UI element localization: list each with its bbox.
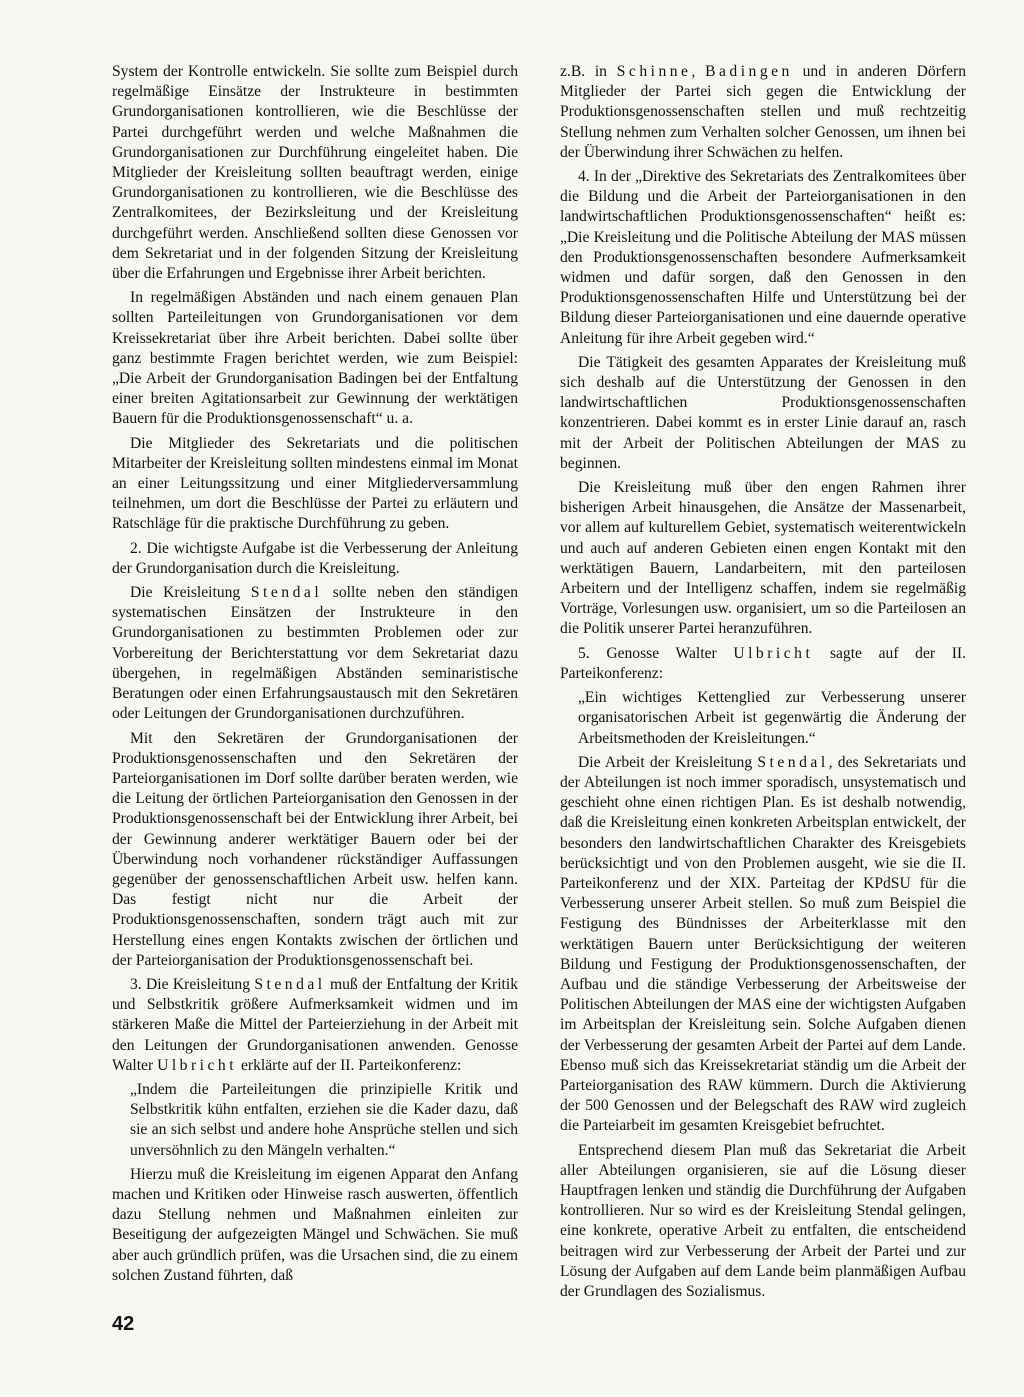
paragraph: Die Kreisleitung muß über den engen Rahmen ihrer bisherigen Arbeit hinausgehen, die Ansätze der Massenarbeit, vor allem auf kulturellem Gebiet, systematisch weiterentwickeln und auch auf anderen Gebieten einen engen Kontakt mit den werktätigen Bauern, Landarbeitern, mit den parteilosen Arbeitern und der Intelligenz schaffen, indem sie regelmäßig Vorträge, Vorlesungen usw. organisiert, um so die Parteilosen an die Politik unserer Partei heranzuführen. bbox=[560, 479, 966, 638]
text-run: , des Sekretariats und der Abteilungen ist noch immer sporadisch, unsystematisch und geschieht ohne einen richtigen Plan. Es ist deshalb notwendig, daß die Kreisleitung einen konkreten Arbeitsplan entwickelt, der besonders den landwirtschaftlichen Charakter des Kreisgebiets berücksichtigt und von den Problemen ausgeht, wie sie die II. Parteikonferenz und der XIX. Parteitag der KPdSU für die Verbesserung unserer Arbeit stellen. So muß zum Beispiel die Festigung des Bündnisses der Arbeiterklasse mit den werktätigen Bauern unter Berücksichtigung der weiteren Bildung und Festigung der Produktionsgenossenschaften, der Aufbau und die ständige Verbesserung der Arbeitsweise der Politischen Abteilungen der MAS eine der wichtigsten Aufgaben im Arbeitsplan der Kreisleitung sein. Solche Aufgaben dienen der Verbesserung der gesamten Arbeit der Partei auf dem Lande. Ebenso muß sich das Kreissekretariat ständig um die Arbeit der Parteiorganisation des RAW kümmern. Durch die Aktivierung der 500 Genossen und der Belegschaft des RAW wird zugleich die Parteiarbeit im gesamten Kreisgebiet befruchtet. bbox=[560, 753, 966, 1135]
page-number: 42 bbox=[112, 1313, 135, 1335]
paragraph bbox=[560, 644, 966, 684]
paragraph: z.B. in Schinne, Badingen und in anderen Dörfern Mitglieder der Partei sich gegen die Entwicklung der Produktionsgenossenschaften stellen und muß rechtzeitig Stellung nehmen zum Verhalten solcher Genossen, um ihnen bei der Überwindung ihrer Schwächen zu helfen. bbox=[560, 63, 966, 161]
text-run: 5. Genosse Walter bbox=[578, 644, 717, 662]
left-text-column bbox=[112, 62, 518, 1290]
paragraph: 4. In der „Direktive des Sekretariats des Zentralkomitees über die Bildung und die Arbeit der Parteiorganisationen in den landwirtschaftlichen Produktionsgenossenschaften“ heißt es: „Die Kreisleitung und die Politische Abteilung der MAS müssen den Produktionsgenossenschaften besondere Aufmerksamkeit widmen und dafür sorgen, daß den Genossen in den Produktionsgenossenschaften Hilfe und Unterstützung bei der Bildung dieser Parteiorganisationen und eine dauernde operative Anleitung für ihre Arbeit gegeben wird.“ bbox=[560, 168, 966, 347]
spaced-name: Ulbricht bbox=[733, 644, 814, 662]
paragraph: Die Tätigkeit des gesamten Apparates der Kreisleitung muß sich deshalb auf die Unterstützung der Genossen in den landwirtschaftlichen Produktionsgenossenschaften konzentrieren. Dabei kommt es in erster Linie darauf an, rasch mit der Arbeit der Politischen Abteilungen der MAS zu beginnen. bbox=[560, 353, 966, 472]
paragraph: Hierzu muß die Kreisleitung im eigenen Apparat den Anfang machen und Kritiken oder Hinweise rasch auswerten, öffentlich dazu Stellung nehmen und Maßnahmen einleiten zur Beseitigung der aufgezeigten Mängel und Schwächen. Sie muß aber auch gründlich prüfen, was die Ursachen sind, die zu einem solchen Zustand führten, daß bbox=[112, 1165, 518, 1284]
paragraph bbox=[112, 583, 518, 724]
spaced-name: Stendal bbox=[757, 753, 829, 771]
paragraph: In regelmäßigen Abständen und nach einem genauen Plan sollten Parteileitungen von Grundorganisationen vor dem Kreissekretariat über ihre Arbeit berichten. Dabei sollte über ganz bestimmte Fragen berichtet werden, wie zum Beispiel: „Die Arbeit der Grundorganisation Badingen bei der Entfaltung einer breiten Agitationsarbeit zur Gewinnung der werktätigen Bauern für die Produktionsgenossenschaft“ u. a. bbox=[112, 289, 518, 428]
paragraph: Die Mitglieder des Sekretariats und die politischen Mitarbeiter der Kreisleitung sollten mindestens einmal im Monat an einer Leitungssitzung und einer Mitgliederversammlung teilnehmen, um dort die Beschlüsse der Partei zu erläutern und Ratschläge für die praktische Durchführung zu geben. bbox=[112, 434, 518, 533]
spaced-name: Schinne bbox=[616, 63, 692, 80]
text-run: und in anderen Dörfern Mitglieder der Partei sich gegen die Entwicklung der Produktionsgenossenschaften stellen und muß rechtzeitig Stellung nehmen zum Verhalten solcher Genossen, um ihnen bei der Überwindung ihrer Schwächen zu helfen. bbox=[560, 63, 966, 161]
spaced-name: Stendal bbox=[254, 975, 326, 993]
text-run: muß der Entfaltung der Kritik und Selbstkritik größere Aufmerksamkeit widmen und im stärkeren Maße die Mittel der Parteierziehung in der Arbeit mit den Leitungen der Grundorganisationen anwenden. Genosse Walter bbox=[112, 975, 519, 1074]
paragraph: Mit den Sekretären der Grundorganisationen der Produktionsgenossenschaften und den Sekretären der Parteiorganisationen im Dorf sollte darüber beraten werden, wie die Leitung der örtlichen Parteiorganisation den Genossen in der Produktionsgenossenschaft bei der Entwicklung ihrer Arbeit, bei der Gewinnung anderer werktätiger Bauern oder bei der Überwindung noch vorhandener rückständiger Auffassungen gegenüber der genossenschaftlichen Arbeit usw. helfen kann. Das festigt nicht nur die Arbeit der Produktionsgenossenschaften, sondern trägt auch mit zur Herstellung eines engen Kontakts zwischen der örtlichen und der Parteiorganisation der Produktionsgenossenschaft bei. bbox=[112, 729, 518, 969]
paragraph: System der Kontrolle entwickeln. Sie sollte zum Beispiel durch regelmäßige Einsätze der Instrukteure in bestimmten Grundorganisationen kontrollieren, wie die Beschlüsse der Partei durchgeführt werden und welche Maßnahmen die Grundorganisationen zur Durchführung eingeleitet haben. Die Mitglieder der Kreisleitung sollten beauftragt werden, einige Grundorganisationen zu kontrollieren, wie die Beschlüsse des Zentralkomitees, der Bezirksleitung und der Kreisleitung durchgeführt werden. Anschließend sollten diese Genossen vor dem Sekretariat und in der folgenden Sitzung der Kreisleitung über die Erfahrungen und Ergebnisse ihrer Arbeit berichten. bbox=[112, 63, 518, 283]
paragraph: Entsprechend diesem Plan muß das Sekretariat die Arbeit aller Abteilungen organisieren, sie auf die Lösung dieser Hauptfragen lenken und ständig die Durchführung der Aufgaben kontrollieren. Nur so wird es der Kreisleitung Stendal gelingen, eine konkrete, operative Arbeit zu entfalten, die entscheidend beitragen wird zur Verbesserung der Arbeit der Partei und zur Lösung der Aufgaben auf dem Lande beim planmäßigen Aufbau der Grundlagen des Sozialismus. bbox=[560, 1141, 966, 1300]
block-quote: „Ein wichtiges Kettenglied zur Verbesserung unserer organisatorischen Arbeit ist gegenwärtig die Änderung der Arbeitsmethoden der Kreisleitungen.“ bbox=[578, 689, 966, 747]
text-run: Die Kreisleitung bbox=[130, 584, 241, 602]
spaced-name: Badingen bbox=[705, 63, 793, 80]
spaced-name: Ulbricht bbox=[157, 1056, 238, 1074]
text-run: sollte neben den ständigen systematischen Einsätzen der Instrukteure in den Grundorganisationen zu bestimmten Problemen oder zur Vorbereitung der Berichterstattung vor dem Sekretariat dazu übergehen, in regelmäßigen Abständen seminaristische Beratungen oder einen Erfahrungsaustausch mit den Sekretären oder Leitungen der Grundorganisationen durchzuführen. bbox=[112, 584, 518, 723]
paragraph bbox=[560, 753, 966, 1137]
text-run: Die Arbeit der Kreisleitung bbox=[578, 753, 753, 771]
text-run: erklärte auf der II. Parteikonferenz: bbox=[240, 1056, 462, 1074]
text-run: z.B. in bbox=[560, 63, 607, 80]
spaced-name: Stendal bbox=[250, 584, 323, 602]
text-run: sagte auf der II. Parteikonferenz: bbox=[560, 644, 966, 682]
paragraph: 2. Die wichtigste Aufgabe ist die Verbesserung der Anleitung der Grundorganisation durch die Kreisleitung. bbox=[112, 539, 518, 577]
block-quote: „Indem die Parteileitungen die prinzipielle Kritik und Selbstkritik kühn entfalten, erziehen sie die Kader dazu, daß sie an sich selbst und andere hohe Ansprüche stellen und sich unversöhnlich zu den Mängeln verhalten.“ bbox=[130, 1080, 518, 1159]
right-text-column bbox=[560, 62, 966, 1306]
paragraph bbox=[112, 975, 518, 1076]
text-run: 3. Die Kreisleitung bbox=[130, 975, 250, 993]
